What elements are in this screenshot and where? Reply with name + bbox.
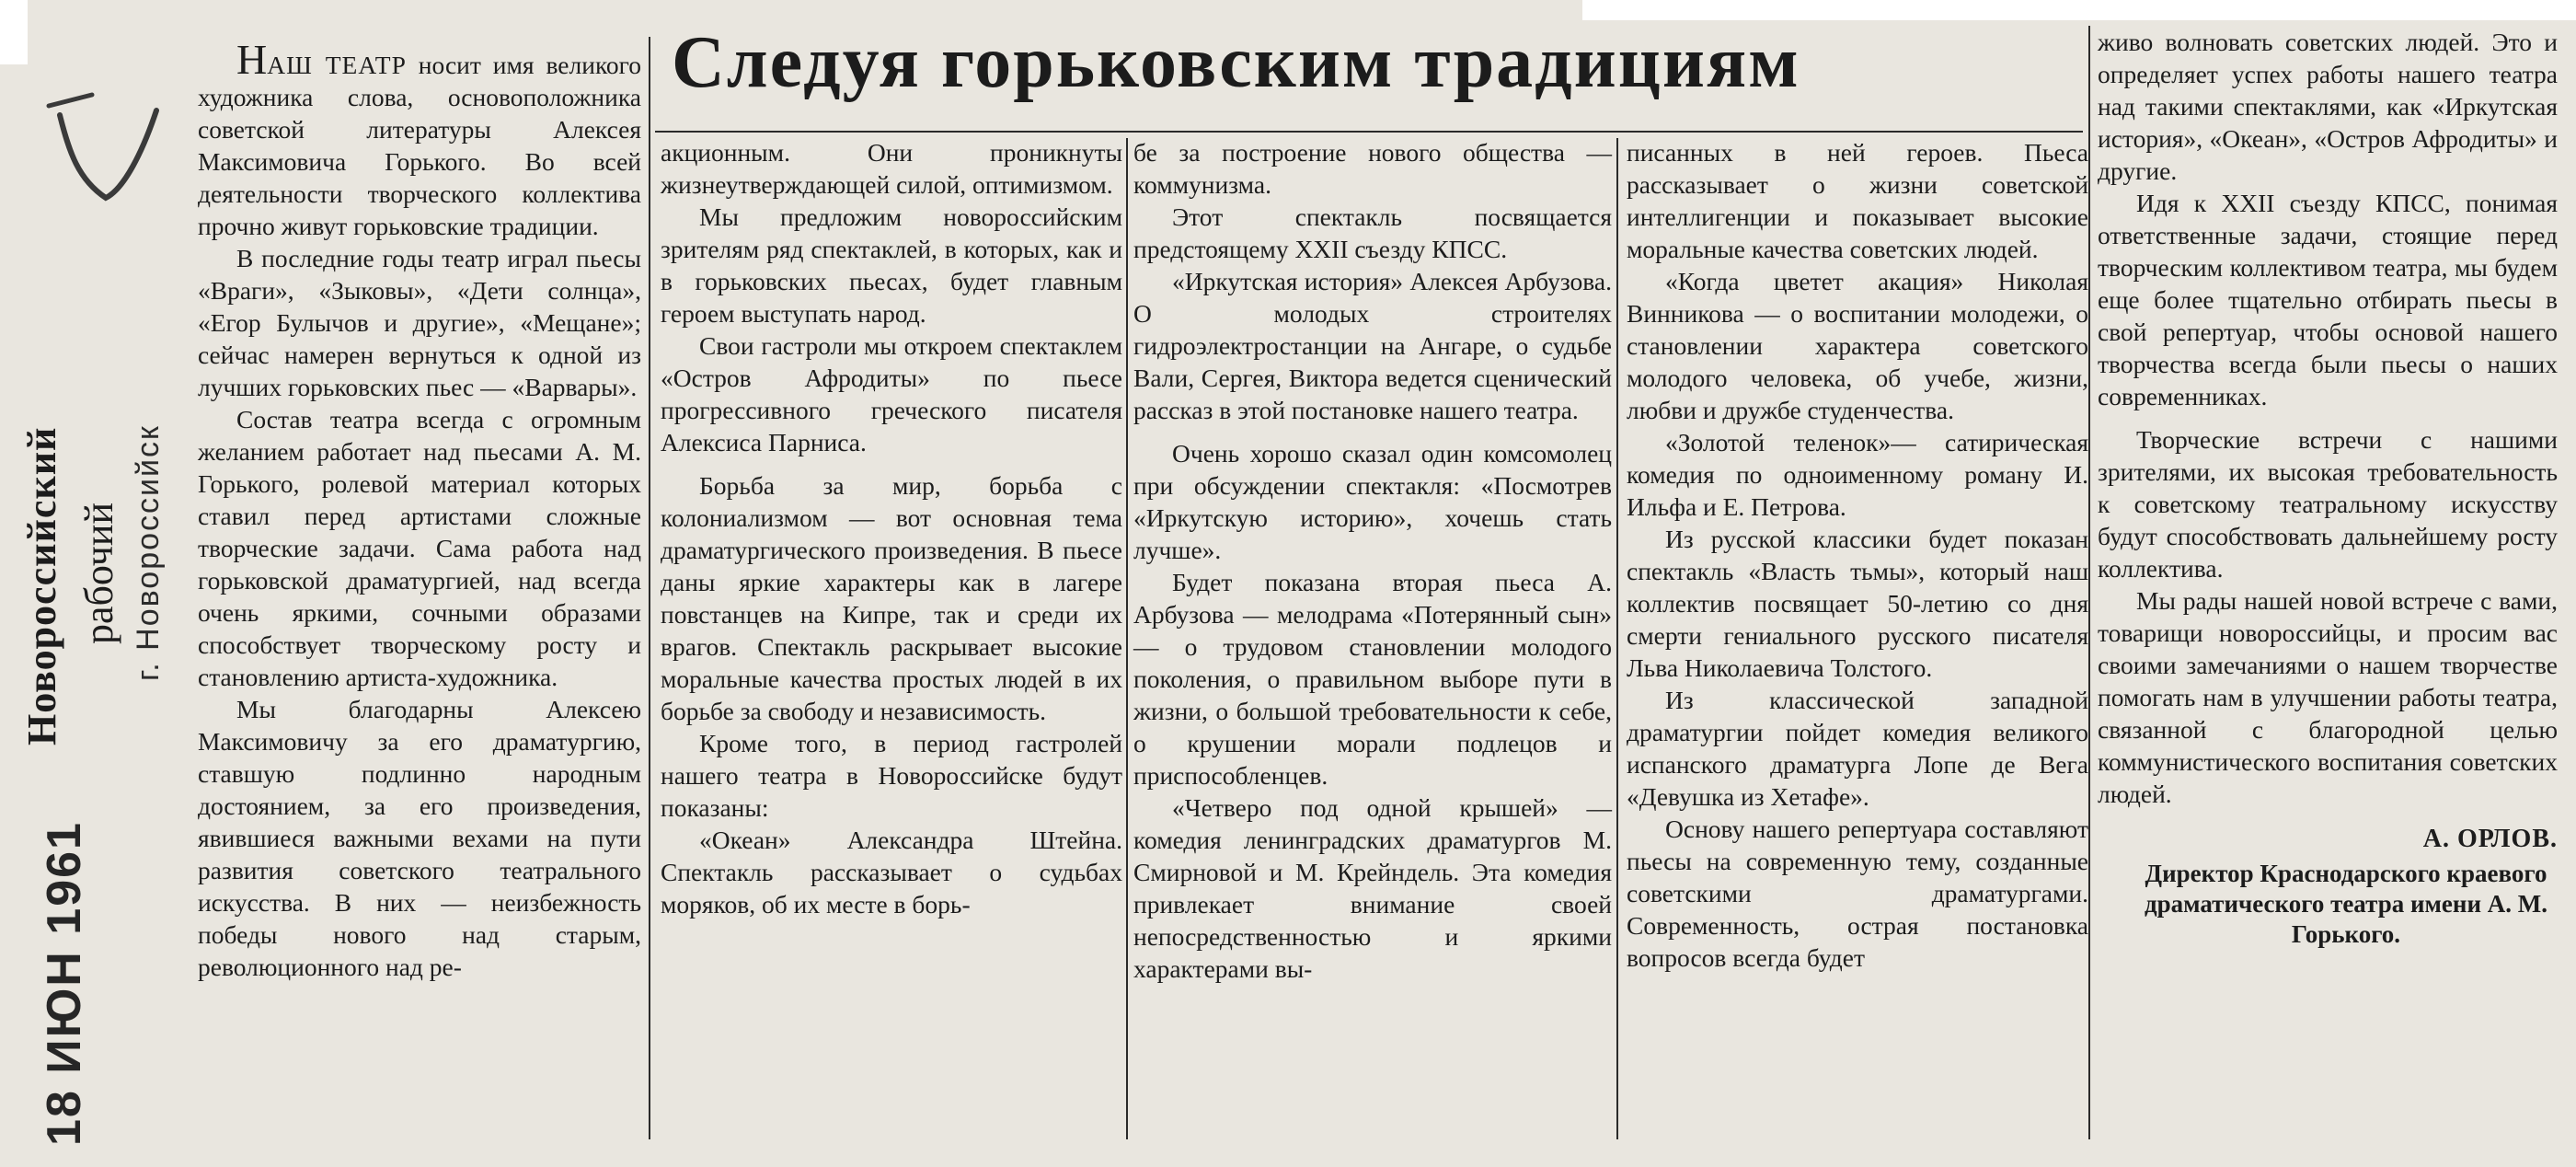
article-paragraph <box>661 469 1122 727</box>
article-column-1 <box>198 36 642 983</box>
article-paragraph <box>1627 136 2088 265</box>
paragraph-text: писанных в ней героев. Пьеса рассказывает о жизни советской интеллигенции и показывает высокие моральные качества советских людей. <box>1627 138 2088 263</box>
article-paragraph <box>2098 187 2558 412</box>
paragraph-text: Идя к XXII съезду КПСС, понимая ответственные задачи, стоящие перед творческим коллективом театра, мы будем еще более тщательно отбирать пьесы в свой репертуар, чтобы основой нашего творчества всегда были пьесы о наших современниках. <box>2098 189 2558 410</box>
column-rule <box>1126 138 1128 1139</box>
paragraph-text: Из русской классики будет показан спектакль «Власть тьмы», который наш коллектив посвящает 50-летию со дня смерти гениального русского писателя Льва Николаевича Толстого. <box>1627 525 2088 682</box>
article-paragraph <box>2098 423 2558 584</box>
newspaper-name: Новороссийский <box>19 426 64 745</box>
paragraph-text: Творческие встречи с нашими зрителями, их высокая требовательность к советскому театральному искусству будут способствовать дальнейшему росту коллектива. <box>2098 425 2558 583</box>
article-paragraph <box>198 242 641 403</box>
article-paragraph <box>661 727 1122 824</box>
article-paragraph <box>198 36 642 242</box>
article-paragraph <box>661 824 1122 920</box>
paragraph-text: живо волновать советских людей. Это и определяет успех работы нашего театра над такими спектаклями, как «Иркутская история», «Океан», «Остров Афродиты» и другие. <box>2098 28 2558 185</box>
paragraph-text: «Океан» Александра Штейна. Спектакль рассказывает о судьбах моряков, об их месте в борь- <box>661 826 1122 919</box>
paragraph-text: В последние годы театр играл пьесы «Враги», «Зыковы», «Дети солнца», «Егор Булычов и другие», «Мещане»; сейчас намерен вернуться к одной из лучших горьковских пьес — «Варвары». <box>198 244 641 401</box>
column-rule <box>2088 26 2090 1139</box>
paragraph-text: «Иркутская история» Алексея Арбузова. О молодых строителях гидроэлектростанции на Ангаре, о судьбе Вали, Сергея, Виктора ведется сценический рассказ в этой постановке нашего театра. <box>1133 267 1612 424</box>
article-paragraph <box>1627 684 2088 813</box>
article-paragraph <box>1133 201 1612 265</box>
paragraph-text: Из классической западной драматургии пойдет комедия великого испанского драматурга Лопе де Вега «Девушка из Хетафе». <box>1627 686 2088 811</box>
article-paragraph <box>1627 523 2088 684</box>
background-corner <box>0 0 28 64</box>
article-paragraph <box>1627 426 2088 523</box>
article-paragraph <box>2098 26 2558 187</box>
paragraph-text: Свои гастроли мы откроем спектаклем «Остров Афродиты» по пьесе прогрессивного греческого писателя Алексиса Парниса. <box>661 331 1122 456</box>
article-column-4 <box>1627 136 2088 974</box>
headline-rule <box>655 131 2083 133</box>
column-rule <box>1616 138 1618 1139</box>
paragraph-text: Мы рады нашей новой встрече с вами, товарищи новороссийцы, и просим вас своими замечаниями о нашем творчестве помогать нам в улучшении работы театра, связанной с благородной целью коммунистического воспитания советских людей. <box>2098 586 2558 808</box>
article-paragraph <box>1627 813 2088 974</box>
paragraph-text: Борьба за мир, борьба с колониализмом — вот основная тема драматургического произведения. В пьесе даны яркие характеры как в лагере повстанцев на Кипре, так и среди их врагов. Спектакль раскрывает высокие моральные качества простых людей в их борьбе за свободу и независимость. <box>661 471 1122 725</box>
column-body <box>2098 26 2558 810</box>
column-rule <box>649 37 650 1139</box>
article-headline: Следуя горьковским традициям <box>672 22 1800 103</box>
article-paragraph <box>661 201 1122 329</box>
article-column-3 <box>1133 136 1612 985</box>
paragraph-text: Очень хорошо сказал один комсомолец при обсуждении спектакля: «Посмотрев «Иркутскую историю», хочешь стать лучше». <box>1133 439 1612 564</box>
paragraph-text: «Когда цветет акация» Николая Винникова — о воспитании молодежи, о становлении характера советского молодого человека, об учебе, жизни, любви и дружбе студенчества. <box>1627 267 2088 424</box>
article-column-2 <box>661 136 1122 920</box>
author-title: Директор Краснодарского краевого драматического театра имени А. М. Горького. <box>2145 860 2547 948</box>
article-paragraph <box>198 693 641 983</box>
article-column-5 <box>2098 26 2558 950</box>
article-paragraph <box>1133 265 1612 426</box>
paragraph-text: акционным. Они проникнуты жизнеутверждающей силой, оптимизмом. <box>661 138 1122 199</box>
paragraph-text: Состав театра всегда с огромным желанием работает над пьесами А. М. Горького, ролевой материал которых ставил перед артистами сложные творческие задачи. Сама работа над горьковской драматургией, над всегда очень яркими, сочными образами способствует творческому росту и становлению артиста-художника. <box>198 405 641 691</box>
paragraph-text: Будет показана вторая пьеса А. Арбузова — мелодрама «Потерянный сын» — о трудовом становлении молодого поколения, о правильном выборе пути в жизни, о большой требовательности к себе, о крушении морали подлецов и приспособленцев. <box>1133 568 1612 790</box>
paragraph-text: Мы предложим новороссийским зрителям ряд спектаклей, в которых, как и в горьковских пьесах, будет главным героем выступать народ. <box>661 202 1122 328</box>
paragraph-text: Этот спектакль посвящается предстоящему XXII съезду КПСС. <box>1133 202 1612 263</box>
paragraph-text: Мы благодарны Алексею Максимовичу за его драматургию, ставшую подлинно народным достоянием, за его произведения, явившиеся важными вехами на пути развития советского театрального искусства. В них — неизбежность победы нового над старым, революционного над ре- <box>198 695 641 981</box>
drop-cap: Н <box>236 36 268 83</box>
paragraph-text: Основу нашего репертуара составляют пьесы на современную тему, созданные советскими драматургами. Современность, острая постановка вопросов всегда будет <box>1627 815 2088 972</box>
newspaper-stamp <box>11 166 177 755</box>
article-paragraph <box>1133 566 1612 791</box>
article-paragraph <box>661 136 1122 201</box>
paragraph-text: Кроме того, в период гастролей нашего театра в Новороссийске будут показаны: <box>661 729 1122 822</box>
author-signature: А. ОРЛОВ. <box>2422 825 2558 853</box>
article-paragraph <box>2098 584 2558 810</box>
paragraph-text: бе за построение нового общества — коммунизма. <box>1133 138 1612 199</box>
paragraph-text: «Четверо под одной крышей» — комедия ленинградских драматургов М. Смирновой и М. Крейндель. Эта комедия привлекает внимание своей непосредственностью и яркими характерами вы- <box>1133 793 1612 983</box>
newspaper-city: г. Новороссийск <box>131 424 166 681</box>
article-paragraph <box>1133 136 1612 201</box>
lead-caps: АШ ТЕАТР <box>267 51 407 79</box>
paragraph-text: «Золотой теленок»— сатирическая комедия по одноименному роману И. Ильфа и Е. Петрова. <box>1627 428 2088 521</box>
article-paragraph <box>1627 265 2088 426</box>
article-paragraph <box>198 403 641 693</box>
background-corner <box>1582 0 2576 20</box>
date-stamp: 18 ИЮН 1961 <box>38 821 91 1146</box>
newspaper-name-second: рабочий <box>76 503 121 644</box>
article-paragraph <box>661 329 1122 458</box>
article-paragraph <box>1133 791 1612 985</box>
article-paragraph <box>1133 437 1612 566</box>
paragraph-text: носит имя великого художника слова, основоположника советской литературы Алексея Максимовича Горького. Во всей деятельности творческого коллектива прочно живут горьковские традиции. <box>198 51 642 240</box>
